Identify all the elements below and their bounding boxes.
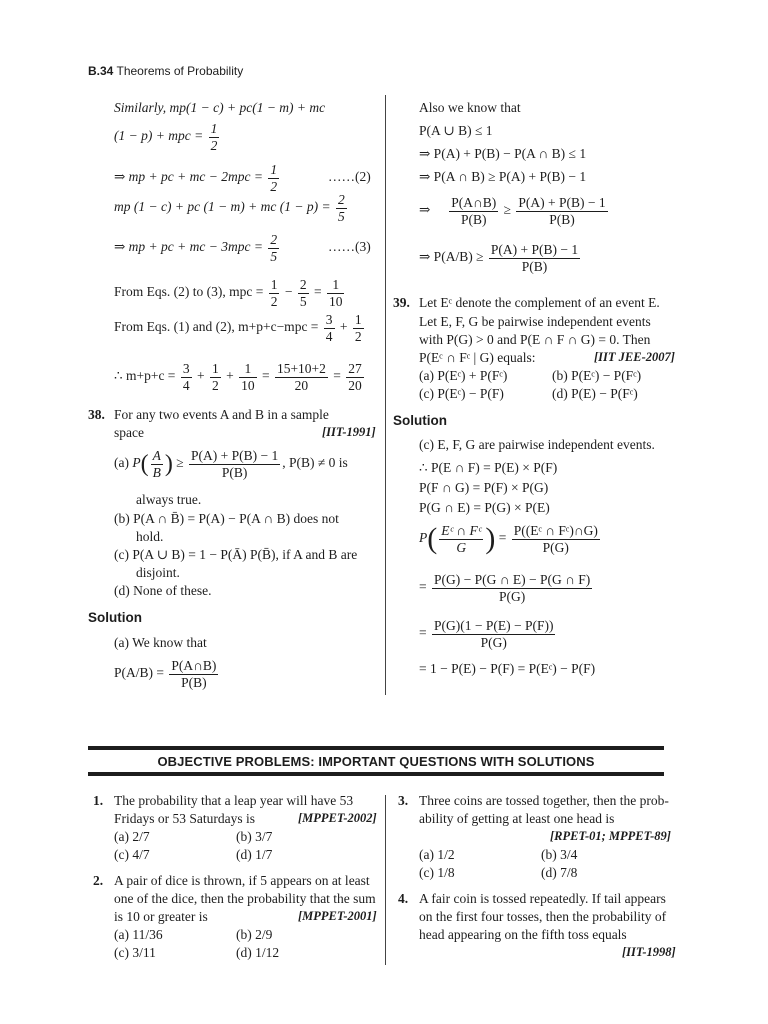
fraction: $\frac{1}{2}$ [270,162,278,194]
option-text: , P(B) ≠ 0 is [282,455,348,471]
solution-text: Also we know that [419,100,521,115]
eq-text: ⇒ mp + pc + mc − 3mpc = [114,239,263,255]
fraction: $\frac{P(G)(1 - P(E) - P(F))}{P(G)}$ [434,618,554,650]
fraction: $\frac{P(A\cap B)}{P(B)}$ [451,195,497,227]
fraction: $\frac{1}{2}$ [211,361,219,393]
column-divider [385,95,386,695]
fraction: $\frac{1}{10}$ [328,277,343,309]
fraction: $\frac{1}{10}$ [241,361,255,393]
option-c: (c) 3/11 [114,945,156,960]
question-text: is 10 or greater is [114,909,208,924]
operator: = [498,530,507,546]
eq-line-7 [114,312,366,344]
solution-eq: P( $\frac{\text{Eᶜ ∩ Fᶜ}}{G}$ ) = $\frac{\text{P((Eᶜ ∩ Fᶜ)∩G)}}{P(G)}$ [419,522,598,556]
eq-line-2 [114,121,221,153]
fraction: $\frac{P(A) + P(B) - 1}{P(B)}$ [191,448,279,480]
fraction: $\frac{P(A\cap B)}{P(B)}$ [171,658,217,690]
solution-eq [419,618,557,650]
option-a: (a) 11/36 [114,927,163,942]
option-d: (d) None of these. [114,583,212,598]
exam-reference: [IIT-1991] [322,425,376,439]
page-code: B.34 [88,64,114,78]
eq-text: P(A/B) = [114,665,164,681]
question-number: 4. [398,891,409,906]
eq-tag: ……(2) [328,169,371,184]
solution-eq: = 1 − P(E) − P(F) = P(Eᶜ) − P(F) [419,661,596,676]
running-header [88,64,243,78]
operator: = [261,368,270,384]
option-a: (a) P(Eᶜ) + P(Fᶜ) [419,368,508,383]
solution-text: (c) E, F, G are pairwise independent events. [419,437,655,452]
question-number: 2. [93,873,104,888]
operator: = [313,284,322,300]
option-d: (d) 1/12 [236,945,280,960]
exam-reference: [MPPET-2002] [298,811,377,825]
option-d: (d) P(E) − P(Fᶜ) [552,386,638,401]
eq-text: (1 − p) + mpc = [114,128,204,144]
exam-reference: [IIT JEE-2007] [594,350,675,364]
fraction: $\frac{2}{5}$ [270,232,278,264]
solution-eq [419,195,610,227]
exam-reference: [MPPET-2001] [298,909,377,923]
question-number: 3. [398,793,409,808]
question-number: 1. [93,793,104,808]
section-banner: OBJECTIVE PROBLEMS: IMPORTANT QUESTIONS WITH SOLUTIONS [157,754,595,769]
column-divider [385,795,386,965]
question-text: A fair coin is tossed repeatedly. If tail appears [419,891,666,906]
question-text: Let Eᶜ denote the complement of an event E. [419,295,660,310]
option-c: (c) P(A ∪ B) = 1 − P(Ā) P(B̄), if A and B are [114,547,358,562]
solution-eq: P(G ∩ E) = P(G) × P(E) [419,500,550,515]
solution-text: (a) We know that [114,635,207,650]
eq-text: mp (1 − c) + pc (1 − m) + mc (1 − p) = [114,199,331,215]
banner-rule-top [88,746,664,750]
operator: + [339,319,348,335]
operator: ≥ [176,455,184,471]
operator: = [333,368,341,384]
fraction: $\frac{27}{20}$ [348,361,362,393]
solution-eq: P(F ∩ G) = P(F) × P(G) [419,480,549,495]
eq-line-8 [114,361,366,393]
solution-heading: Solution [393,413,447,428]
question-text: P(Eᶜ ∩ Fᶜ | G) equals: [419,350,536,365]
eq-line-6 [114,277,346,309]
question-text: Let E, F, G be pairwise independent events [419,314,651,329]
question-number: 39. [393,295,410,310]
question-text: The probability that a leap year will have 53 [114,793,354,808]
option-b: (b) 3/4 [541,847,578,862]
solution-heading: Solution [88,610,142,625]
operator: + [226,368,234,384]
question-text: A pair of dice is thrown, if 5 appears on at least [114,873,370,888]
option-text: disjoint. [136,565,180,580]
option-c: (c) P(Eᶜ) − P(F) [419,386,504,401]
fraction: $\frac{2}{5}$ [337,192,345,224]
eq-text: From Eqs. (2) to (3), mpc = [114,284,264,300]
fraction: $\frac{P(G) - P(G \cap E) - P(G \cap F)}{P(G)}$ [434,572,591,604]
operator: − [284,284,293,300]
operator: = [419,579,427,595]
fraction: $\frac{P(A) + P(B) - 1}{P(B)}$ [490,242,579,274]
fraction: $\frac{\text{P((Eᶜ ∩ Fᶜ)∩G)}}{P(G)}$ [513,523,598,555]
eq-text: ⇒ mp + pc + mc − 2mpc = [114,169,263,185]
question-text: on the first four tosses, then the probability of [419,909,667,924]
exam-reference: [IIT-1998] [622,945,676,959]
operator: + [196,368,205,384]
fraction: $\frac{15+10+2}{20}$ [276,361,326,393]
option-b: (b) P(Eᶜ) − P(Fᶜ) [552,368,642,383]
eq-tag: ……(3) [328,239,371,254]
eq-line-1: Similarly, mp(1 − c) + pc(1 − m) + mc [114,100,326,115]
operator: = [419,625,427,641]
question-text: Fridays or 53 Saturdays is [114,811,255,826]
eq-line-5 [114,232,281,264]
eq-line-4 [114,192,349,224]
fraction: $\frac{A}{B}$ [152,448,161,480]
question-text: ability of getting at least one head is [419,811,615,826]
option-a: (a) 1/2 [419,847,455,862]
fraction: $\frac{1}{2}$ [270,277,278,309]
operator: ≥ [503,202,511,218]
question-text: head appearing on the fifth toss equals [419,927,627,942]
question-text: one of the dice, then the probability that the sum [114,891,376,906]
fraction: $\frac{3}{4}$ [325,312,333,344]
fraction: $\frac{2}{5}$ [299,277,307,309]
option-b: (b) 2/9 [236,927,273,942]
solution-eq [419,572,594,604]
exam-reference: [RPET-01; MPPET-89] [550,829,671,843]
chapter-title: Theorems of Probability [116,64,244,78]
solution-eq [419,242,582,274]
prob-symbol: P [132,455,141,471]
solution-eq: ⇒ P(A) + P(B) − P(A ∩ B) ≤ 1 [419,146,587,161]
fraction: $\frac{P(A) + P(B) - 1}{P(B)}$ [518,195,606,227]
eq-line-3 [114,162,281,194]
fraction: $\frac{1}{2}$ [210,121,218,153]
eq-text: ∴ m+p+c = [114,368,176,384]
fraction: $\frac{\text{Eᶜ ∩ Fᶜ}}{G}$ [441,523,482,555]
solution-eq [114,658,220,690]
option-d: (d) 7/8 [541,865,578,880]
option-c: (c) 1/8 [419,865,455,880]
option-text: hold. [136,529,164,544]
option-a: (a) P( $\frac{A}{B}$ ) ≥ $\frac{P(A) + P(B) - 1}{P(B)}$ , P(B) ≠ 0 is [114,448,348,480]
option-c: (c) 4/7 [114,847,150,862]
question-text: Three coins are tossed together, then the prob- [419,793,669,808]
eq-text: From Eqs. (1) and (2), m+p+c−mpc = [114,319,319,335]
option-label: (a) [114,455,129,471]
option-b: (b) 3/7 [236,829,273,844]
option-a: (a) 2/7 [114,829,150,844]
option-b: (b) P(A ∩ B̄) = P(A) − P(A ∩ B) does not [114,511,339,526]
option-d: (d) 1/7 [236,847,273,862]
solution-eq: ⇒ P(A ∩ B) ≥ P(A) + P(B) − 1 [419,169,587,184]
solution-eq: ∴ P(E ∩ F) = P(E) × P(F) [419,460,558,475]
fraction: $\frac{3}{4}$ [182,361,190,393]
prob-symbol: P [419,530,428,546]
operator: ⇒ [419,202,431,218]
question-text: with P(G) > 0 and P(E ∩ F ∩ G) = 0. Then [419,332,651,347]
question-text: space [114,425,144,440]
question-number: 38. [88,407,105,422]
fraction: $\frac{1}{2}$ [354,312,362,344]
banner-rule-bottom [88,772,664,776]
solution-eq: P(A ∪ B) ≤ 1 [419,123,493,138]
question-text: For any two events A and B in a sample [114,407,329,422]
eq-text: ⇒ P(A/B) ≥ [419,249,484,265]
option-text: always true. [136,492,202,507]
